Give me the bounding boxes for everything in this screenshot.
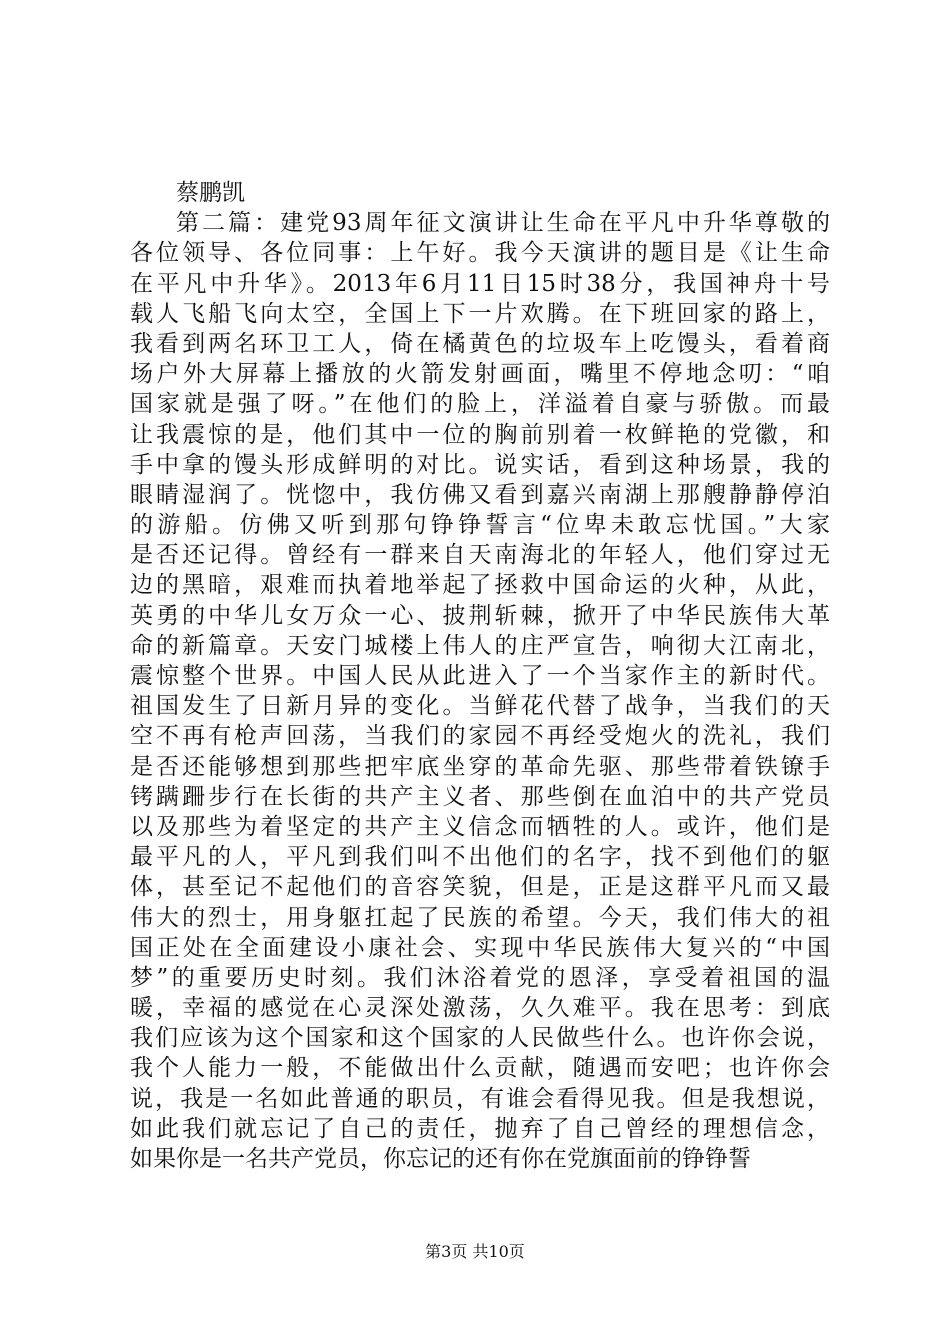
text-line: 边的黑暗，艰难而执着地举起了拯救中国命运的火种，从此， [130,572,830,599]
text-line: 让我震惊的是，他们其中一位的胸前别着一枚鲜艳的党徽，和 [130,421,830,448]
text-line: 英勇的中华儿女万众一心、披荆斩棘，掀开了中华民族伟大革 [130,602,830,629]
text-line: 铐蹒跚步行在长街的共产主义者、那些倒在血泊中的共产党员 [130,783,830,810]
text-line: 手中拿的馒头形成鲜明的对比。说实话，看到这种场景，我的 [130,451,830,478]
text-line: 是否还记得。曾经有一群来自天南海北的年轻人，他们穿过无 [130,542,830,569]
text-line: 各位领导、各位同事：上午好。我今天演讲的题目是《让生命 [130,240,830,267]
text-line: 第二篇：建党93周年征文演讲让生命在平凡中升华尊敬的 [176,210,830,237]
text-line: 我个人能力一般，不能做出什么贡献，随遇而安吧；也许你会 [130,1055,830,1082]
text-line: 如此我们就忘记了自己的责任，抛弃了自己曾经的理想信念， [130,1115,830,1142]
text-line: 国家就是强了呀。”在他们的脸上，洋溢着自豪与骄傲。而最 [130,391,830,418]
text-line: 在平凡中升华》。2013年6月11日15时38分，我国神舟十号 [130,270,830,297]
text-line: 说，我是一名如此普通的职员，有谁会看得见我。但是我想说， [130,1085,830,1112]
text-line: 以及那些为着坚定的共产主义信念而牺牲的人。或许，他们是 [130,813,830,840]
text-line: 我们应该为这个国家和这个国家的人民做些什么。也许你会说， [130,1025,830,1052]
author-line: 蔡鹏凯 [176,180,245,206]
text-line: 震惊整个世界。中国人民从此进入了一个当家作主的新时代。 [130,663,830,689]
text-line: 体，甚至记不起他们的音容笑貌，但是，正是这群平凡而又最 [130,874,830,901]
text-line: 如果你是一名共产党员，你忘记的还有你在党旗面前的铮铮誓 [130,1146,751,1172]
text-line: 祖国发生了日新月异的变化。当鲜花代替了战争，当我们的天 [130,693,830,720]
text-line: 最平凡的人，平凡到我们叫不出他们的名字，找不到他们的躯 [130,844,830,871]
text-line: 伟大的烈士，用身躯扛起了民族的希望。今天，我们伟大的祖 [130,904,830,931]
text-line: 场户外大屏幕上播放的火箭发射画面，嘴里不停地念叨：“咱 [130,361,830,388]
text-line: 国正处在全面建设小康社会、实现中华民族伟大复兴的“中国 [130,934,830,961]
text-line: 命的新篇章。天安门城楼上伟人的庄严宣告，响彻大江南北， [130,632,830,659]
text-line: 载人飞船飞向太空，全国上下一片欢腾。在下班回家的路上， [130,300,830,327]
text-line: 的游船。仿佛又听到那句铮铮誓言“位卑未敢忘忧国。”大家 [130,512,830,539]
page-number-footer: 第3页 共10页 [425,1242,525,1261]
text-line: 眼睛湿润了。恍惚中，我仿佛又看到嘉兴南湖上那艘静静停泊 [130,481,830,508]
text-line: 梦”的重要历史时刻。我们沐浴着党的恩泽，享受着祖国的温 [130,964,830,991]
text-line: 空不再有枪声回荡，当我们的家园不再经受炮火的洗礼，我们 [130,723,830,750]
text-line: 我看到两名环卫工人，倚在橘黄色的垃圾车上吃馒头，看着商 [130,330,830,357]
text-line: 是否还能够想到那些把牢底坐穿的革命先驱、那些带着铁镣手 [130,753,830,780]
body-text [130,178,830,1174]
text-line: 暖，幸福的感觉在心灵深处激荡，久久难平。我在思考：到底 [130,995,830,1022]
